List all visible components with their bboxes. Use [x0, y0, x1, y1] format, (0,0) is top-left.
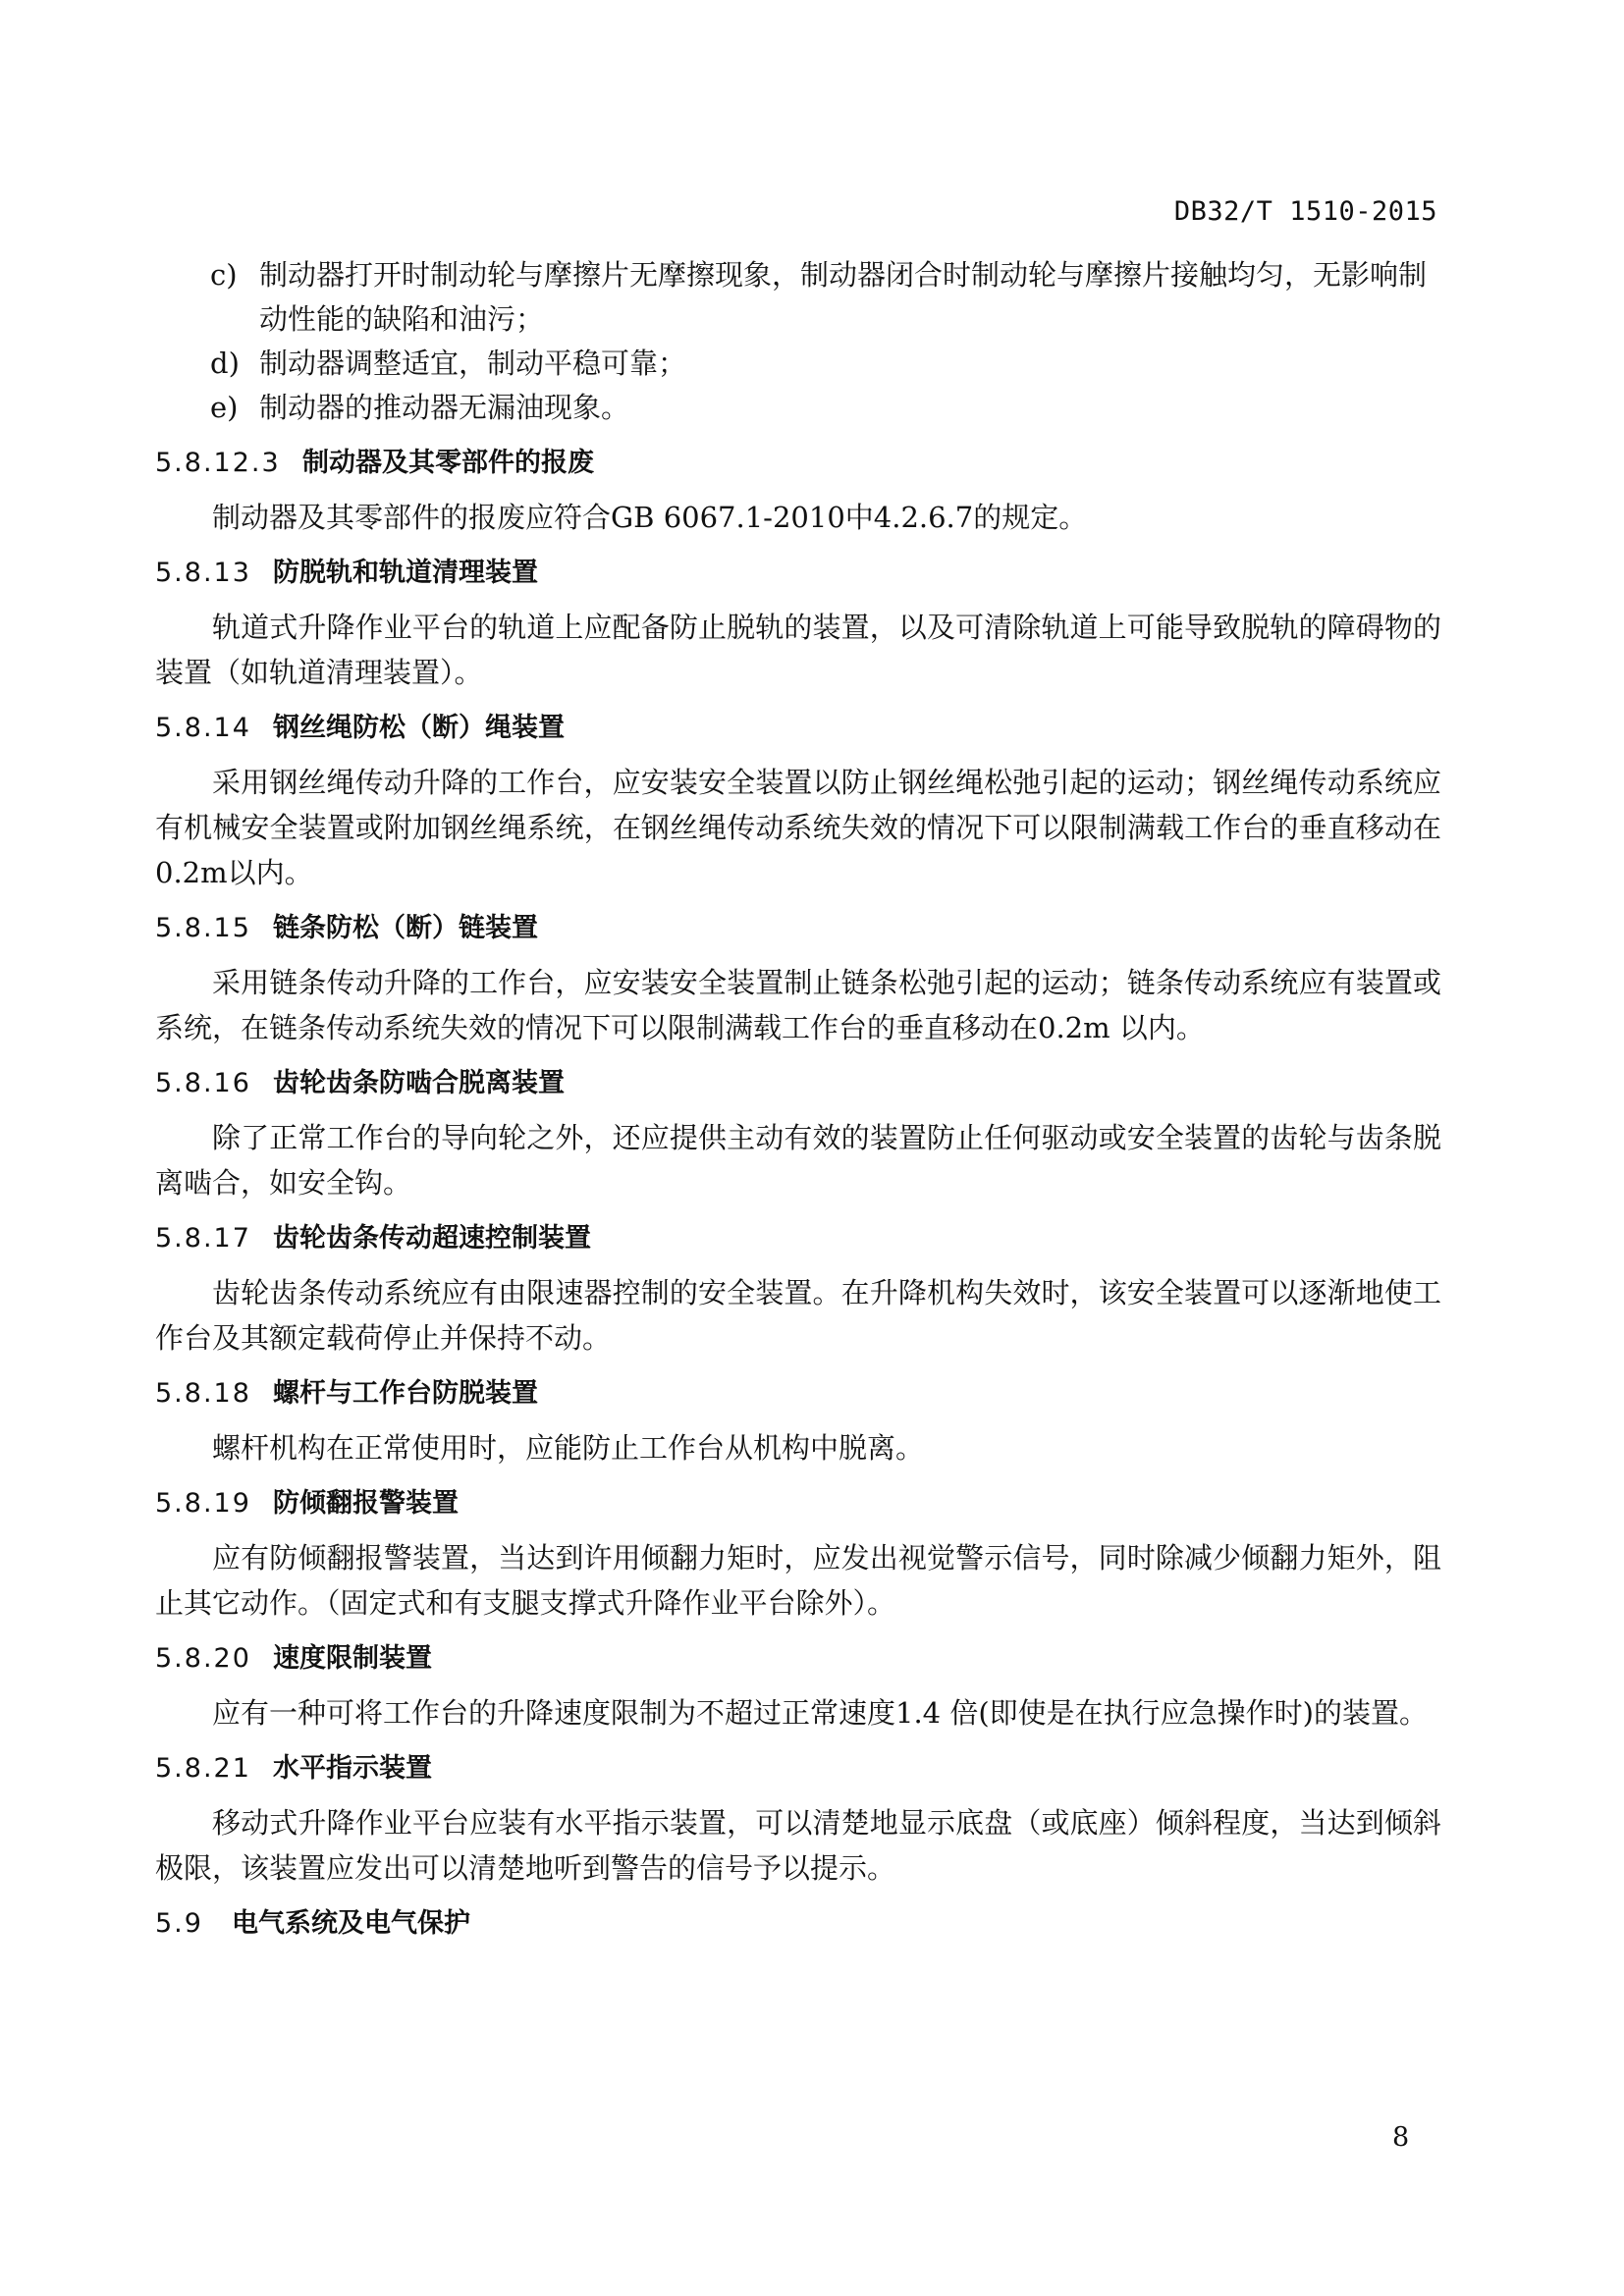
list-item [155, 253, 1441, 342]
section-heading [155, 1747, 1441, 1790]
list-item-text: 制动器的推动器无漏油现象。 [259, 391, 630, 424]
section-number: 5.8.14 [155, 713, 251, 743]
section-body: 除了正常工作台的导向轮之外，还应提供主动有效的装置防止任何驱动或安全装置的齿轮与齿条脱离啮合，如安全钩。 [155, 1121, 1441, 1200]
section-title: 链条防松（断）链装置 [273, 913, 538, 943]
list-item-label: d) [210, 347, 240, 380]
section-title: 防倾翻报警装置 [273, 1488, 459, 1519]
list-item [155, 386, 1441, 430]
list-item-label: e) [210, 391, 239, 424]
section-title: 电气系统及电气保护 [232, 1908, 470, 1939]
section-number: 5.8.17 [155, 1223, 251, 1254]
section-title: 速度限制装置 [273, 1643, 432, 1674]
section-heading [155, 1902, 1441, 1946]
section-body: 螺杆机构在正常使用时，应能防止工作台从机构中脱离。 [212, 1431, 925, 1465]
list-item [155, 342, 1441, 386]
section-title: 水平指示装置 [273, 1753, 432, 1784]
section-number: 5.9 [155, 1908, 203, 1939]
section-heading [155, 1637, 1441, 1681]
section-number: 5.8.15 [155, 913, 251, 943]
section-body: 采用链条传动升降的工作台，应安装安全装置制止链条松弛引起的运动；链条传动系统应有装置或系统，在链条传动系统失效的情况下可以限制满载工作台的垂直移动在0.2m 以内。 [155, 966, 1441, 1044]
section-title: 齿轮齿条防啮合脱离装置 [273, 1068, 565, 1098]
section-number: 5.8.18 [155, 1378, 251, 1409]
section-heading [155, 1372, 1441, 1415]
section-title: 防脱轨和轨道清理装置 [273, 558, 538, 588]
list-item-text: 制动器调整适宜，制动平稳可靠； [259, 347, 687, 380]
section-heading [155, 707, 1441, 750]
section-number: 5.8.19 [155, 1488, 251, 1519]
section-number: 5.8.21 [155, 1753, 251, 1784]
section-title: 钢丝绳防松（断）绳装置 [273, 713, 565, 743]
section-body: 采用钢丝绳传动升降的工作台，应安装安全装置以防止钢丝绳松弛引起的运动；钢丝绳传动系统应有机械安全装置或附加钢丝绳系统，在钢丝绳传动系统失效的情况下可以限制满载工作台的垂直移动在0.2m以内。 [155, 766, 1441, 889]
list-item-label: c) [210, 258, 238, 292]
section-heading [155, 552, 1441, 595]
section-title: 齿轮齿条传动超速控制装置 [273, 1223, 591, 1254]
section-body: 移动式升降作业平台应装有水平指示装置，可以清楚地显示底盘（或底座）倾斜程度，当达到倾斜极限，该装置应发出可以清楚地听到警告的信号予以提示。 [155, 1806, 1441, 1885]
section-title: 螺杆与工作台防脱装置 [273, 1378, 538, 1409]
section-number: 5.8.12.3 [155, 448, 281, 478]
list-item-text: 制动器打开时制动轮与摩擦片无摩擦现象，制动器闭合时制动轮与摩擦片接触均匀，无影响制动性能的缺陷和油污； [259, 258, 1428, 336]
section-heading [155, 907, 1441, 950]
section-number: 5.8.16 [155, 1068, 251, 1098]
section-heading [155, 442, 1441, 485]
section-body: 应有一种可将工作台的升降速度限制为不超过正常速度1.4 倍(即使是在执行应急操作时)的装置。 [212, 1696, 1428, 1730]
section-heading [155, 1217, 1441, 1260]
section-number: 5.8.20 [155, 1643, 251, 1674]
section-title: 制动器及其零部件的报废 [302, 448, 594, 478]
page-number: 8 [1392, 2122, 1410, 2153]
section-body: 轨道式升降作业平台的轨道上应配备防止脱轨的装置，以及可清除轨道上可能导致脱轨的障碍物的装置（如轨道清理装置）。 [155, 611, 1441, 689]
section-heading [155, 1482, 1441, 1525]
section-body: 应有防倾翻报警装置，当达到许用倾翻力矩时，应发出视觉警示信号，同时除减少倾翻力矩外，阻止其它动作。（固定式和有支腿支撑式升降作业平台除外）。 [155, 1541, 1441, 1620]
section-number: 5.8.13 [155, 558, 251, 588]
section-heading [155, 1062, 1441, 1105]
section-body: 制动器及其零部件的报废应符合GB 6067.1-2010中4.2.6.7的规定。 [212, 501, 1088, 534]
section-body: 齿轮齿条传动系统应有由限速器控制的安全装置。在升降机构失效时，该安全装置可以逐渐地使工作台及其额定载荷停止并保持不动。 [155, 1276, 1441, 1355]
document-code: DB32/T 1510-2015 [1173, 196, 1437, 227]
page-content [155, 253, 1441, 1946]
